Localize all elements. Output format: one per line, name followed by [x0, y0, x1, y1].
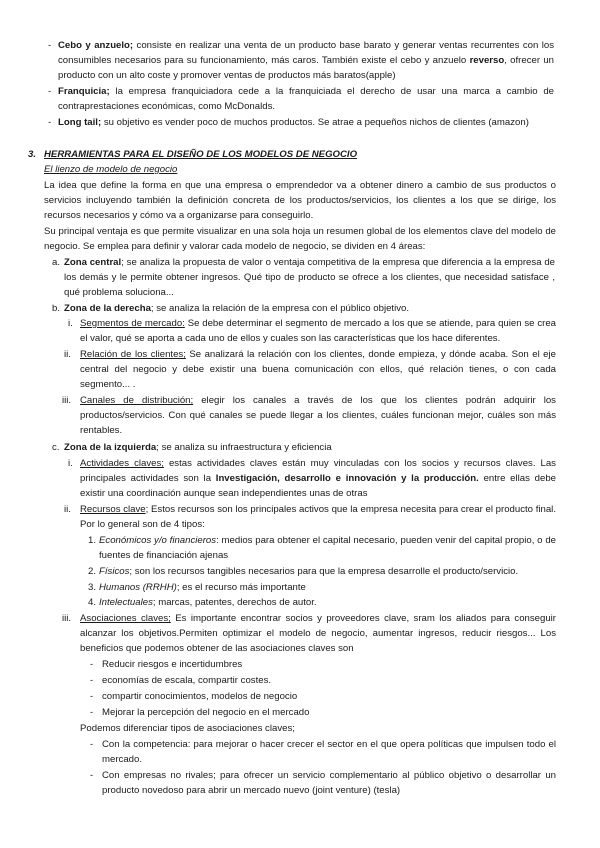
section-title: HERRAMIENTAS PARA EL DISEÑO DE LOS MODELOS DE NEGOCIO — [44, 149, 358, 160]
area-zona-izquierda: Zona de la izquierda; se analiza su infraestructura y eficiencia — [64, 442, 332, 453]
list-marker: ii. — [64, 504, 71, 515]
list-marker: a. — [52, 257, 61, 268]
item-recursos-clave: Recursos clave; Estos recursos son los principales activos que la empresa necesita para crear el producto final. Por lo general son de 4 tipos: — [80, 504, 556, 530]
list-marker: iii. — [62, 395, 72, 406]
list-marker: b. — [52, 303, 61, 314]
list-marker: i. — [68, 318, 73, 329]
bullet-marker: - — [90, 691, 94, 702]
item-actividades-claves: Actividades claves; estas actividades claves están muy vinculadas con los socios y recursos claves. Las principales actividades son la Investigación, desarrollo e innovación y la producción. entre ellas debe existir una coordinación aunque sean independientes unas de otras — [80, 458, 557, 499]
tipo-no-rivales: Con empresas no rivales; para ofrecer un servicio complementario al público objetivo o desarrollar un producto novedoso para abrir un mercado nuevo (joint venture) (tesla) — [102, 770, 556, 796]
beneficio-item: compartir conocimientos, modelos de negocio — [102, 691, 298, 702]
paragraph-ventaja: Su principal ventaja es que permite visualizar en una sola hoja un resumen global de los elementos clave del modelo de negocio. Se emplea para definir y valorar cada modelo de negocio, se dividen en 4 áreas: — [44, 226, 556, 252]
bullet-marker: - — [90, 707, 94, 718]
list-marker: i. — [68, 458, 73, 469]
item-relacion-clientes: Relación de los clientes; Se analizará la relación con los clientes, donde empieza, y dónde acaba. Son el eje central del negocio y debe existir una buena comunicación con ellos, qué relación tienes, o con cada segmento... . — [80, 349, 556, 390]
bullet-marker: - — [90, 739, 94, 750]
item-asociaciones-claves: Asociaciones claves; Es importante encontrar socios y proveedores clave, sram los aliados para conseguir alcanzar los objetivos.Permiten optimizar el modelo de negocio, aumentar ingresos, reducir riesgos... Los beneficios que podemos obtener de las asociaciones claves son — [80, 613, 556, 654]
section-subtitle: El lienzo de modelo de negocio — [44, 164, 178, 175]
list-marker: 1. — [88, 535, 97, 546]
bullet-marker: - — [90, 675, 94, 686]
section-number: 3. — [28, 149, 37, 160]
recurso-economicos: Económicos y/o financieros: medios para obtener el capital necesario, pueden venir del capital propio, o de fuentes de financiación ajenas — [99, 535, 556, 561]
area-zona-central: Zona central; se analiza la propuesta de valor o ventaja competitiva de la empresa que diferencia a la empresa de los demás y le permite obtener ingresos. Qué tipo de producto se ofrece a los clientes, que necesidad satisface , qué problema soluciona... — [64, 257, 555, 298]
list-marker: 3. — [88, 582, 97, 593]
beneficio-item: Mejorar la percepción del negocio en el mercado — [102, 707, 310, 718]
list-marker: iii. — [62, 613, 72, 624]
list-marker: 4. — [88, 597, 97, 608]
tipo-competencia: Con la competencia: para mejorar o hacer crecer el sector en el que opera políticas que impulsen todo el mercado. — [102, 739, 556, 765]
list-marker: ii. — [64, 349, 71, 360]
bullet-marker: - — [90, 659, 94, 670]
bullet-franquicia: Franquicia; la empresa franquiciadora cede a la franquiciada el derecho de usar una marca a cambio de contraprestaciones económicas, como McDonalds. — [58, 86, 554, 112]
recurso-humanos: Humanos (RRHH); es el recurso más importante — [99, 582, 306, 593]
list-marker: 2. — [88, 566, 97, 577]
recurso-intelectuales: Intelectuales; marcas, patentes, derechos de autor. — [99, 597, 317, 608]
tipos-asociaciones-intro: Podemos diferenciar tipos de asociaciones claves; — [80, 723, 295, 734]
beneficio-item: Reducir riesgos e incertidumbres — [102, 659, 243, 670]
area-zona-derecha: Zona de la derecha; se analiza la relación de la empresa con el público objetivo. — [64, 303, 410, 314]
list-marker: c. — [52, 442, 60, 453]
paragraph-definition: La idea que define la forma en que una empresa o emprendedor va a obtener dinero a cambio de sus productos o servicios incluyendo también la definición concreta de los productos/servicios, los clientes a los que se dirige, los recursos necesarios y cómo va a organizarse para conseguirlo. — [44, 180, 556, 221]
bullet-marker: - — [48, 40, 52, 51]
bullet-marker: - — [48, 86, 52, 97]
bullet-cebo-anzuelo: Cebo y anzuelo; consiste en realizar una venta de un producto base barato y generar ventas recurrentes con los consumibles necesarios para su funcionamiento, más caros. También existe el cebo y anzuelo reverso, ofrecer un producto con un alto coste y promover ventas de productos más baratos(apple) — [58, 40, 554, 81]
item-canales-distribucion: Canales de distribución; elegir los canales a través de los que los clientes podrán adquirir los productos/servicios. Con qué canales se puede llegar a los clientes, cuáles funcionan mejor, cuáles son más rentables. — [80, 395, 556, 436]
bullet-marker: - — [90, 770, 94, 781]
recurso-fisicos: Físicos; son los recursos tangibles necesarios para que la empresa desarrolle el producto/servicio. — [99, 566, 519, 577]
beneficio-item: economías de escala, compartir costes. — [102, 675, 272, 686]
item-segmentos-mercado: Segmentos de mercado: Se debe determinar el segmento de mercado a los que se atiende, para quien se crea el valor, qué se aporta a cada uno de ellos y cuales son las características que los hace diferentes. — [80, 318, 556, 344]
bullet-marker: - — [48, 117, 52, 128]
bullet-long-tail: Long tail; su objetivo es vender poco de muchos productos. Se atrae a pequeños nichos de clientes (amazon) — [58, 117, 529, 128]
